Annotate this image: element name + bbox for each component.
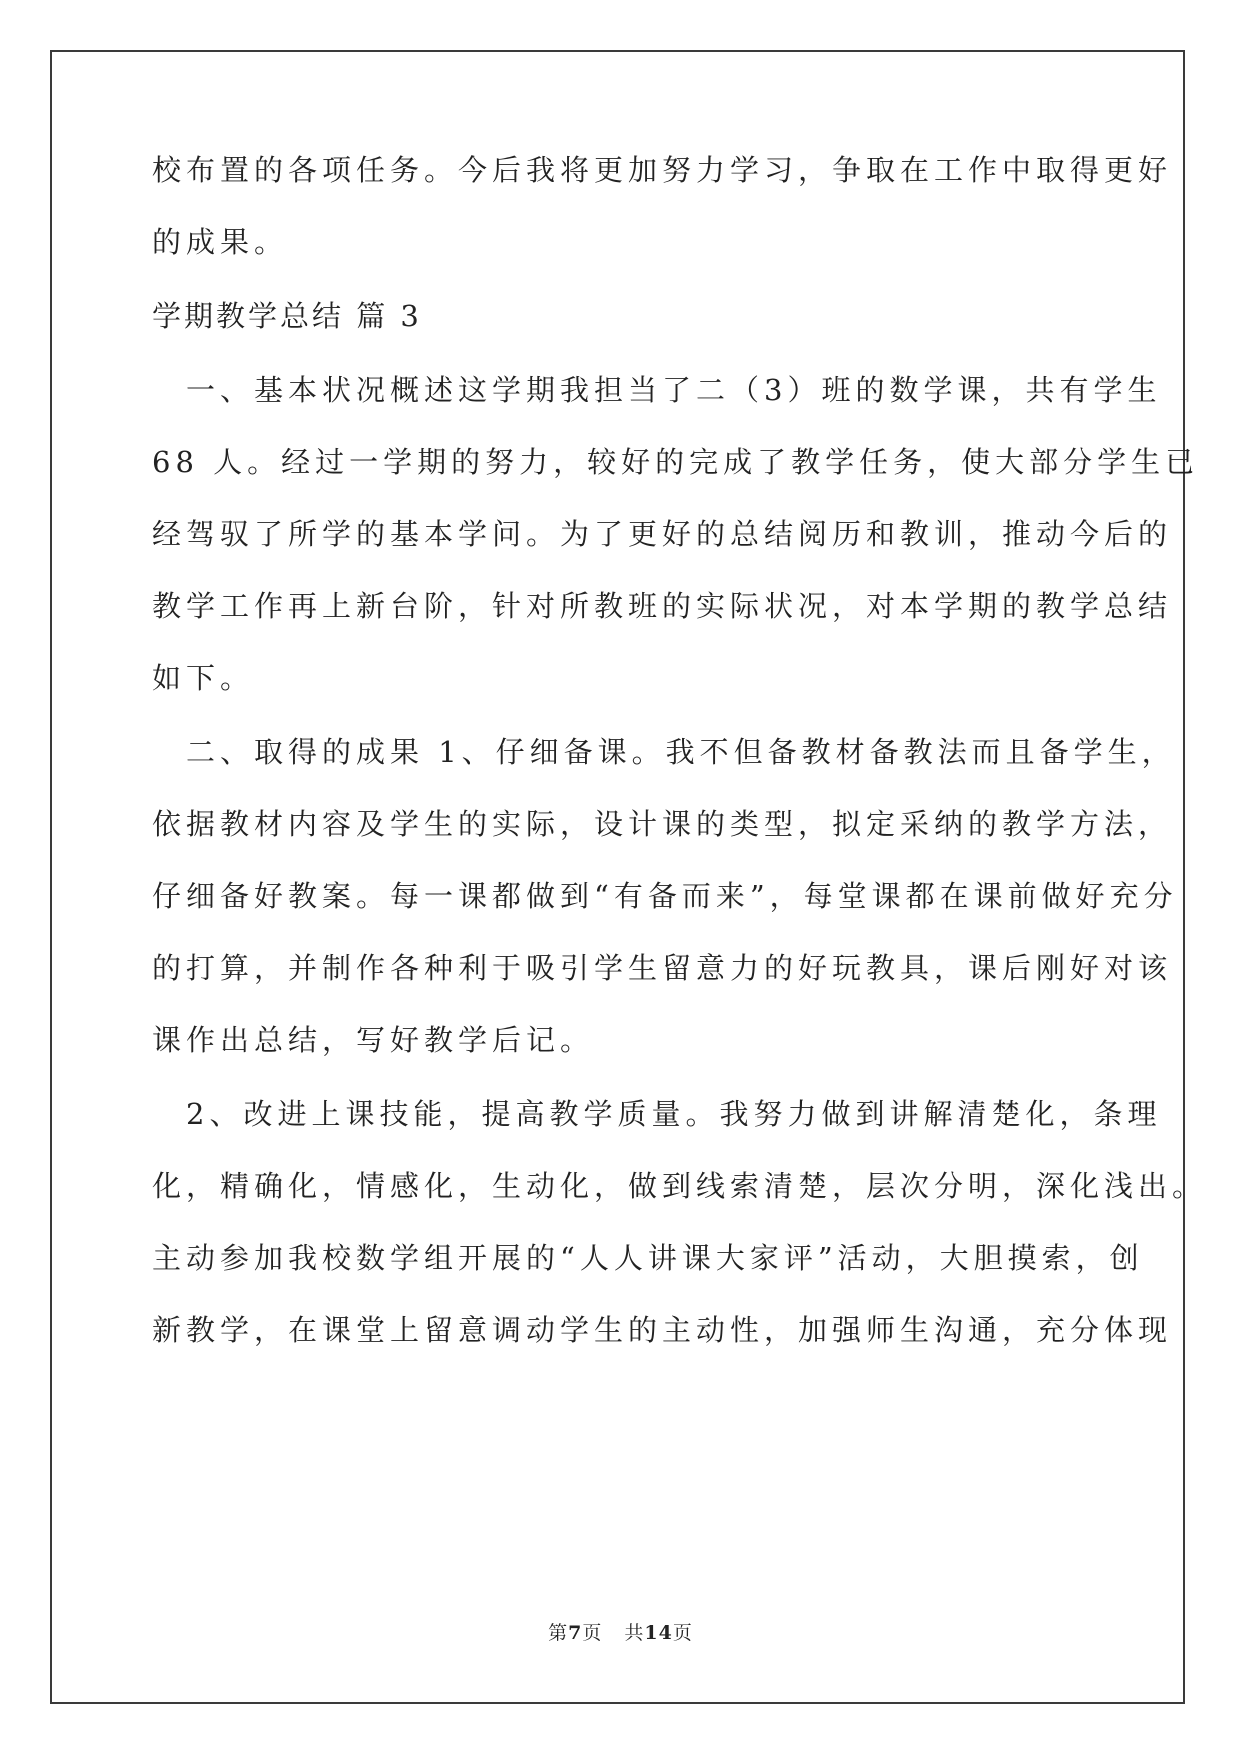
paragraph-line: 一、基本状况概述这学期我担当了二（3）班的数学课，共有学生 [152,373,1162,407]
current-page-number: 7 [568,1622,583,1644]
total-page-count: 14 [644,1622,673,1644]
paragraph-line: 如下。 [152,661,255,695]
paragraph-line: 教学工作再上新台阶，针对所教班的实际状况，对本学期的教学总结 [152,589,1173,623]
paragraph-line: 的打算，并制作各种利于吸引学生留意力的好玩教具，课后刚好对该 [152,951,1173,985]
paragraph-line: 校布置的各项任务。今后我将更加努力学习，争取在工作中取得更好 [152,153,1173,187]
paragraph-line: 依据教材内容及学生的实际，设计课的类型，拟定采纳的教学方法， [152,807,1173,841]
section-heading: 学期教学总结 篇 3 [152,299,422,333]
paragraph-line: 新教学，在课堂上留意调动学生的主动性，加强师生沟通，充分体现 [152,1313,1173,1347]
paragraph-line: 仔细备好教案。每一课都做到“有备而来”，每堂课都在课前做好充分 [152,879,1178,913]
paragraph-line: 的成果。 [152,225,289,259]
total-suffix: 页 [672,1622,693,1644]
page-prefix: 第 [548,1622,569,1644]
paragraph-line: 课作出总结，写好教学后记。 [152,1023,595,1057]
paragraph-line: 2、改进上课技能，提高教学质量。我努力做到讲解清楚化，条理 [152,1097,1162,1131]
paragraph-line: 经驾驭了所学的基本学问。为了更好的总结阅历和教训，推动今后的 [152,517,1173,551]
page-suffix: 页 [582,1622,603,1644]
paragraph-line: 68 人。经过一学期的努力，较好的完成了教学任务，使大部分学生已 [152,445,1200,479]
paragraph-line: 化，精确化，情感化，生动化，做到线索清楚，层次分明，深化浅出。 [152,1169,1207,1203]
total-prefix: 共 [624,1622,645,1644]
page-footer [0,1618,1241,1645]
paragraph-line: 主动参加我校数学组开展的“人人讲课大家评”活动，大胆摸索，创 [152,1241,1144,1275]
paragraph-line: 二、取得的成果 1、仔细备课。我不但备教材备教法而且备学生， [152,735,1176,769]
